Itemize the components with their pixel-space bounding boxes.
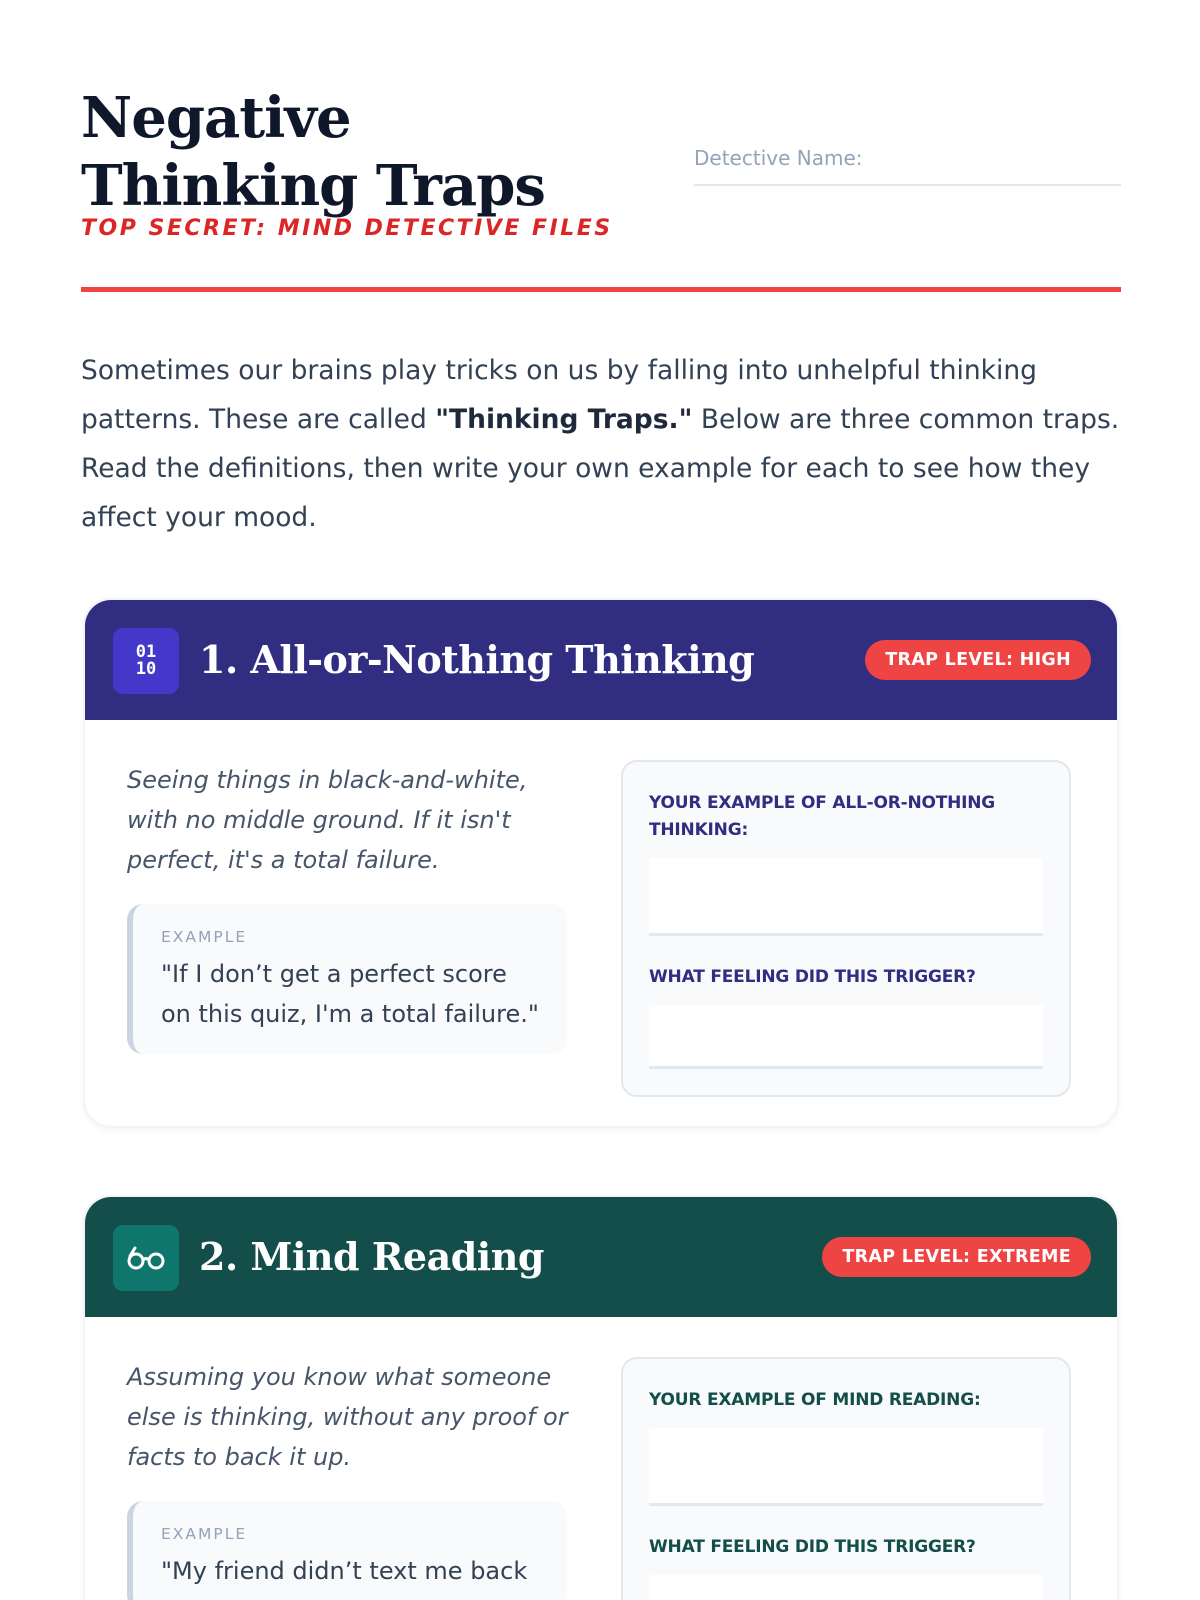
intro-text-2: Below are three common traps. Read the definitions, then write your own example for each to see how they affect your mood. [81, 404, 1120, 533]
card-title: 2. Mind Reading [199, 1234, 544, 1279]
binary-icon: 01 10 [113, 628, 179, 694]
trap-level-badge: TRAP LEVEL: EXTREME [822, 1237, 1091, 1277]
intro-bold: "Thinking Traps." [435, 404, 693, 435]
trap-definition: Assuming you know what someone else is thinking, without any proof or facts to back it up. [127, 1363, 568, 1471]
example-label: EXAMPLE [161, 928, 248, 946]
trap-definition: Seeing things in black-and-white, with no middle ground. If it isn't perfect, it's a total failure. [127, 766, 528, 874]
example-label: EXAMPLE [161, 1525, 248, 1543]
glasses-icon-svg [127, 1246, 165, 1270]
example-text: "If I don’t get a perfect score on this quiz, I'm a total failure." [161, 960, 539, 1028]
card-title: 1. All-or-Nothing Thinking [199, 637, 755, 682]
trap-card-mind-reading [83, 1195, 1119, 1600]
answer-box [621, 1357, 1071, 1600]
example-text: "My friend didn’t text me back [161, 1557, 528, 1585]
example-prompt: YOUR EXAMPLE OF ALL-OR-NOTHING THINKING: [649, 793, 996, 840]
worksheet-page [81, 0, 1121, 1585]
page-subtitle: TOP SECRET: MIND DETECTIVE FILES [81, 216, 613, 241]
detective-name-field[interactable] [694, 146, 1121, 186]
glasses-icon [113, 1225, 179, 1291]
card-header [85, 600, 1117, 720]
example-box [127, 904, 567, 1054]
example-answer-area[interactable] [649, 1428, 1043, 1506]
example-answer-area[interactable] [649, 858, 1043, 936]
worksheet-header [81, 0, 1121, 296]
page-title: Negative Thinking Traps [81, 85, 545, 219]
feeling-prompt: WHAT FEELING DID THIS TRIGGER? [649, 1537, 976, 1557]
card-header [85, 1197, 1117, 1317]
trap-level-badge: TRAP LEVEL: HIGH [865, 640, 1091, 680]
example-box [127, 1501, 567, 1600]
answer-box [621, 760, 1071, 1097]
feeling-answer-area[interactable] [649, 1575, 1043, 1600]
detective-name-label: Detective Name: [694, 146, 863, 170]
example-prompt: YOUR EXAMPLE OF MIND READING: [649, 1390, 981, 1410]
trap-card-all-or-nothing [83, 598, 1119, 1128]
intro-paragraph [81, 346, 1121, 542]
intro-text-1: Sometimes our brains play tricks on us by falling into unhelpful thinking patterns. These are called [81, 355, 1037, 435]
feeling-answer-area[interactable] [649, 1005, 1043, 1069]
feeling-prompt: WHAT FEELING DID THIS TRIGGER? [649, 967, 976, 987]
header-divider [81, 287, 1121, 292]
